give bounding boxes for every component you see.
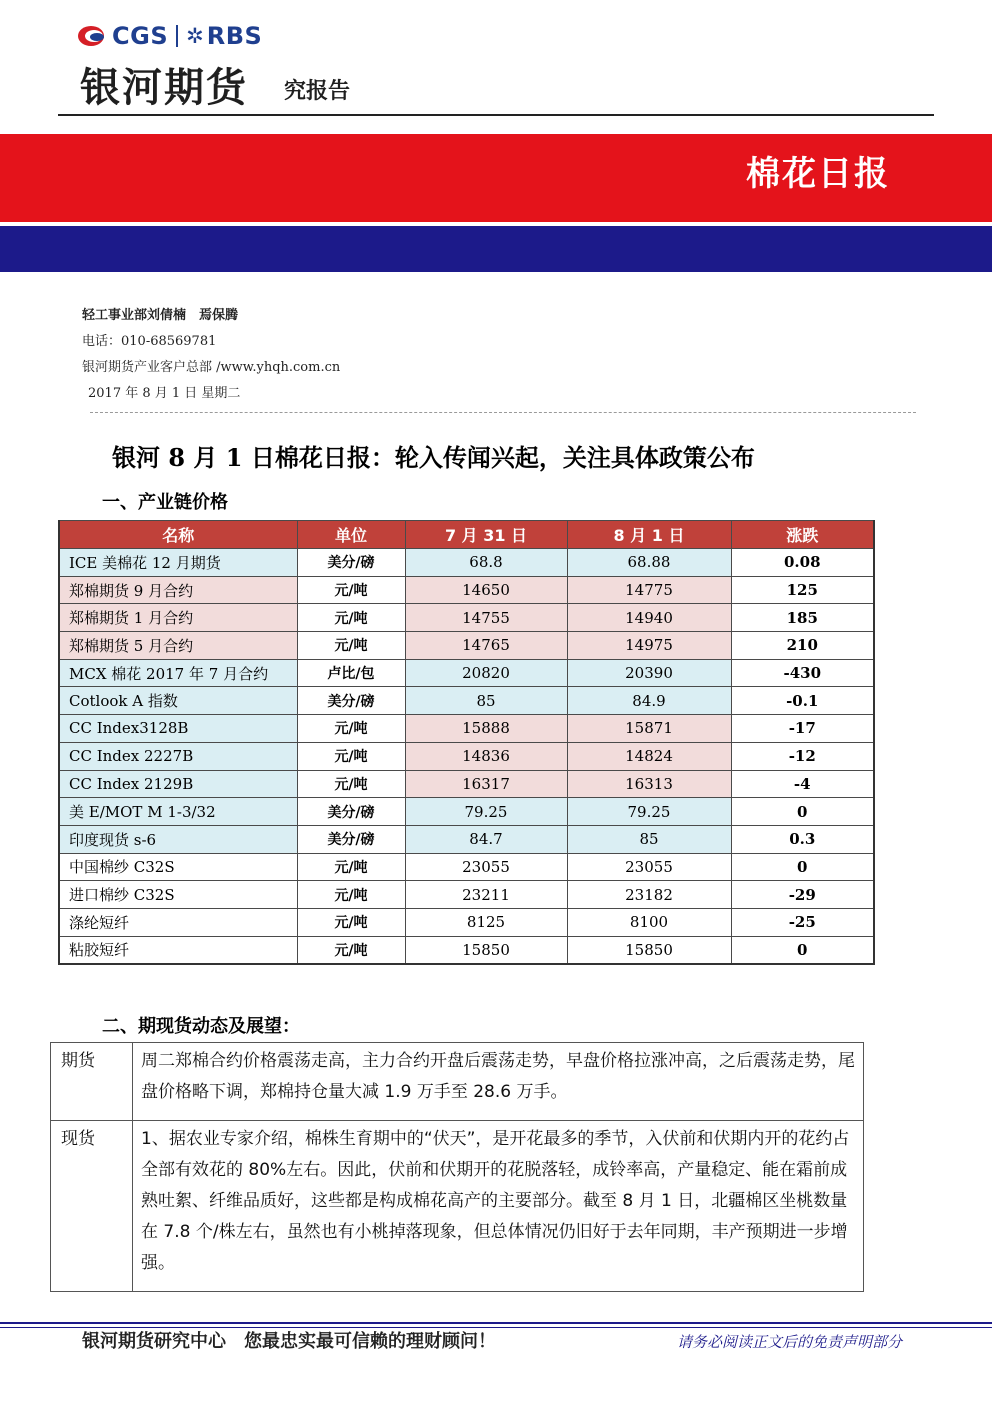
cell-unit: 元/吨 [297,715,405,743]
phone: 电话：010-68569781 [82,334,217,349]
cell-date2: 14975 [567,632,731,660]
table-row [59,908,874,936]
cell-unit: 元/吨 [297,604,405,632]
report-title: 银河 8 月 1 日棉花日报：轮入传闻兴起，关注具体政策公布 [112,443,755,472]
cell-name: MCX 棉花 2017 年 7 月合约 [59,659,297,687]
cell-name: 中国棉纱 C32S [59,853,297,881]
footer-disclaimer: 请务必阅读正文后的免责声明部分 [676,1333,902,1351]
table-row [59,881,874,909]
cell-date2: 68.88 [567,549,731,577]
table-row [59,742,874,770]
cell-date1: 14836 [405,742,567,770]
cgs-swirl-icon [78,23,108,49]
cell-change: -4 [731,770,874,798]
table-row [59,604,874,632]
cell-unit: 元/吨 [297,576,405,604]
cell-date2: 14940 [567,604,731,632]
cell-name: 郑棉期货 1 月合约 [59,604,297,632]
section-2-title: 二、期现货动态及展望： [102,1016,300,1037]
col-header-name: 名称 [59,521,297,549]
cell-change: 0 [731,798,874,826]
col-header-date2: 8 月 1 日 [567,521,731,549]
cell-date1: 23055 [405,853,567,881]
cell-change: -12 [731,742,874,770]
cell-date2: 14824 [567,742,731,770]
col-header-unit: 单位 [297,521,405,549]
header-rule [58,114,934,116]
cell-name: 美 E/MOT M 1-3/32 [59,798,297,826]
cell-date1: 8125 [405,908,567,936]
cell-name: CC Index3128B [59,715,297,743]
table-row [59,687,874,715]
cell-date2: 15850 [567,936,731,964]
cell-change: 185 [731,604,874,632]
cell-change: 0 [731,853,874,881]
cell-unit: 元/吨 [297,908,405,936]
cell-date2: 84.9 [567,687,731,715]
cell-unit: 卢比/包 [297,659,405,687]
cell-date1: 14650 [405,576,567,604]
col-header-change: 涨跌 [731,521,874,549]
cell-date1: 84.7 [405,825,567,853]
footer-rule [0,1322,992,1324]
cell-date1: 85 [405,687,567,715]
cell-change: -25 [731,908,874,936]
table-row [59,549,874,577]
rbs-mark-icon: ✲ [186,24,204,48]
cell-date1: 14765 [405,632,567,660]
cell-name: 涤纶短纤 [59,908,297,936]
table-row [59,853,874,881]
dashed-divider [90,412,916,413]
row-label-futures: 期货 [51,1043,133,1121]
cell-change: 210 [731,632,874,660]
cell-change: -430 [731,659,874,687]
cell-unit: 美分/磅 [297,549,405,577]
cell-date1: 79.25 [405,798,567,826]
table-row [51,1043,864,1121]
cell-date2: 79.25 [567,798,731,826]
cell-date1: 15888 [405,715,567,743]
cell-date2: 8100 [567,908,731,936]
cell-unit: 元/吨 [297,742,405,770]
cell-date1: 14755 [405,604,567,632]
cell-change: -0.1 [731,687,874,715]
table-row [59,659,874,687]
cell-date1: 16317 [405,770,567,798]
cell-date2: 14775 [567,576,731,604]
cell-date1: 15850 [405,936,567,964]
blue-banner [0,226,992,272]
cell-change: 0.3 [731,825,874,853]
section-1-title: 一、产业链价格 [102,492,228,513]
cell-name: CC Index 2129B [59,770,297,798]
cell-date2: 23182 [567,881,731,909]
table-header-row [59,521,874,549]
cell-unit: 美分/磅 [297,798,405,826]
table-row [59,715,874,743]
company-logo [78,20,262,52]
cell-change: 0.08 [731,549,874,577]
cell-date2: 15871 [567,715,731,743]
cell-unit: 元/吨 [297,770,405,798]
cell-unit: 元/吨 [297,881,405,909]
footer-slogan: 银河期货研究中心 您最忠实最可信赖的理财顾问！ [82,1331,496,1352]
cell-name: CC Index 2227B [59,742,297,770]
cell-date2: 23055 [567,853,731,881]
cell-change: -29 [731,881,874,909]
outlook-table [50,1042,864,1292]
table-row [59,798,874,826]
table-row [59,770,874,798]
cell-unit: 美分/磅 [297,825,405,853]
cell-date1: 68.8 [405,549,567,577]
cell-date1: 23211 [405,881,567,909]
cell-name: 进口棉纱 C32S [59,881,297,909]
cell-unit: 美分/磅 [297,687,405,715]
row-text-futures: 周二郑棉合约价格震荡走高，主力合约开盘后震荡走势，早盘价格拉涨冲高，之后震荡走势，尾盘价格略下调，郑棉持仓量大减 1.9 万手至 28.6 万手。 [133,1043,864,1121]
cell-unit: 元/吨 [297,632,405,660]
cell-name: 郑棉期货 5 月合约 [59,632,297,660]
table-row [59,936,874,964]
cell-name: 粘胶短纤 [59,936,297,964]
table-row [59,576,874,604]
price-table [58,520,875,965]
cell-change: 0 [731,936,874,964]
cell-change: -17 [731,715,874,743]
logo-divider [176,25,178,47]
table-row [59,825,874,853]
cell-date2: 20390 [567,659,731,687]
cell-unit: 元/吨 [297,936,405,964]
department-website: 银河期货产业客户总部 /www.yhqh.com.cn [82,360,341,375]
row-text-spot: 1、据农业专家介绍，棉株生育期中的“伏天”，是开花最多的季节，入伏前和伏期内开的花约占全部有效花的 80%左右。因此，伏前和伏期开的花脱落轻，成铃率高，产量稳定、能在霜前成熟吐絮、纤维品质好，这些都是构成棉花高产的主要部分。截至 8 月 1 日，北疆棉区坐桃数量在 7.8 个/株左右，虽然也有小桃掉落现象，但总体情况仍旧好于去年同期，丰产预期进一步增强。 [133,1121,864,1292]
logo-cgs-text: CGS [112,22,169,50]
cell-name: Cotlook A 指数 [59,687,297,715]
brand-subtitle: 究报告 [284,79,351,104]
cell-name: 印度现货 s-6 [59,825,297,853]
cell-name: 郑棉期货 9 月合约 [59,576,297,604]
authors: 轻工事业部刘倩楠 焉保腾 [82,308,239,323]
cell-date2: 16313 [567,770,731,798]
table-row [59,632,874,660]
col-header-date1: 7 月 31 日 [405,521,567,549]
cell-name: ICE 美棉花 12 月期货 [59,549,297,577]
cell-date1: 20820 [405,659,567,687]
brand-name: 银河期货 [80,65,248,111]
table-row [51,1121,864,1292]
row-label-spot: 现货 [51,1121,133,1292]
report-date: 2017 年 8 月 1 日 星期二 [88,386,241,401]
banner-title: 棉花日报 [746,154,890,194]
cell-change: 125 [731,576,874,604]
logo-rbs-text: RBS [206,22,263,50]
cell-date2: 85 [567,825,731,853]
cell-unit: 元/吨 [297,853,405,881]
